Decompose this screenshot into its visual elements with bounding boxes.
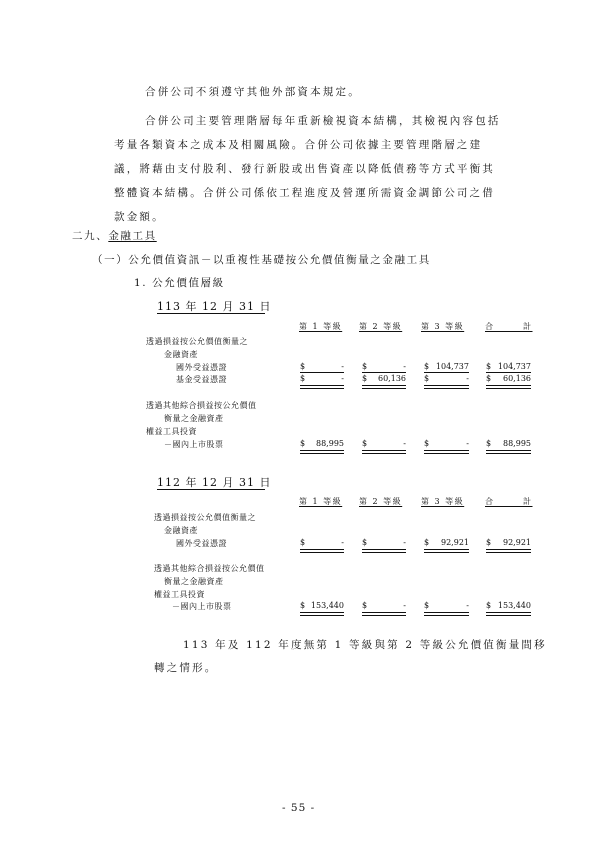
page-number: - 55 - bbox=[282, 802, 316, 814]
table-cell: $ 104,737 bbox=[486, 362, 531, 371]
group-label: 權益工具投資 bbox=[146, 427, 197, 436]
date-underline bbox=[157, 313, 265, 314]
table-cell: $ 104,737 bbox=[424, 362, 469, 371]
paragraph-line: 整體資本結構。合併公司係依工程進度及營運所需資金調節公司之借 bbox=[114, 187, 495, 199]
table-cell: $ - bbox=[362, 439, 406, 450]
date-underline bbox=[157, 489, 265, 490]
table-date: 112 年 12 月 31 日 bbox=[157, 476, 272, 489]
paragraph-line: 考量各類資本之成本及相關風險。合併公司依據主要管理階層之建 bbox=[114, 139, 483, 151]
row-label: －國內上市股票 bbox=[172, 602, 232, 611]
table-cell: $ - bbox=[300, 538, 344, 549]
row-label: －國內上市股票 bbox=[164, 440, 224, 449]
row-label: 國外受益憑證 bbox=[176, 363, 227, 372]
table-cell: $ - bbox=[424, 439, 469, 450]
column-header-level3: 第 3 等級 bbox=[421, 497, 465, 506]
row-label: 國外受益憑證 bbox=[176, 539, 227, 548]
group-label: 透過其他綜合損益按公允價值 bbox=[146, 401, 257, 410]
table-cell: $ 92,921 bbox=[486, 538, 531, 549]
group-label: 透過其他綜合損益按公允價值 bbox=[154, 564, 265, 573]
table-cell: $ 153,440 bbox=[300, 601, 344, 612]
table-cell: $ 60,136 bbox=[362, 374, 406, 385]
column-header-total: 合 計 bbox=[485, 497, 533, 506]
table-cell: $ - bbox=[362, 538, 406, 549]
table-cell: $ 88,995 bbox=[300, 439, 344, 450]
column-header-total: 合 計 bbox=[485, 322, 533, 331]
column-header-level1: 第 1 等級 bbox=[299, 322, 343, 331]
paragraph-line: 轉之情形。 bbox=[154, 662, 218, 674]
column-header-level2: 第 2 等級 bbox=[359, 497, 403, 506]
group-label: 金融資產 bbox=[164, 526, 198, 535]
group-label: 透過損益按公允價值衡量之 bbox=[154, 513, 256, 522]
table-cell: $ 92,921 bbox=[424, 538, 469, 549]
table-date: 113 年 12 月 31 日 bbox=[157, 300, 272, 313]
table-cell: $ 153,440 bbox=[486, 601, 531, 612]
table-cell: $ - bbox=[300, 362, 344, 371]
group-label: 權益工具投資 bbox=[154, 590, 205, 599]
section-heading bbox=[72, 228, 157, 243]
group-label: 透過損益按公允價值衡量之 bbox=[146, 337, 248, 346]
table-cell: $ - bbox=[362, 601, 406, 612]
paragraph-line: 合併公司不須遵守其他外部資本規定。 bbox=[145, 86, 361, 98]
group-label: 金融資產 bbox=[164, 350, 198, 359]
group-label: 衡量之金融資產 bbox=[164, 577, 224, 586]
table-cell: $ 60,136 bbox=[486, 374, 531, 385]
item-heading: 1. 公允價值層級 bbox=[134, 277, 225, 289]
table-cell: $ - bbox=[362, 362, 406, 371]
subsection-heading: （一）公允價值資訊－以重複性基礎按公允價值衡量之金融工具 bbox=[92, 254, 431, 266]
table-cell: $ - bbox=[424, 374, 469, 385]
paragraph-line: 合併公司主要管理階層每年重新檢視資本結構，其檢視內容包括 bbox=[145, 115, 501, 127]
section-number: 二九、 bbox=[72, 230, 109, 242]
column-header-level2: 第 2 等級 bbox=[359, 322, 403, 331]
paragraph-line: 113 年及 112 年度無第 1 等級與第 2 等級公允價值衡量間移 bbox=[183, 639, 547, 651]
group-label: 衡量之金融資產 bbox=[164, 414, 224, 423]
paragraph-line: 款金額。 bbox=[114, 211, 165, 223]
column-header-level1: 第 1 等級 bbox=[299, 497, 343, 506]
column-header-level3: 第 3 等級 bbox=[421, 322, 465, 331]
table-cell: $ 88,995 bbox=[486, 439, 531, 450]
section-title: 金融工具 bbox=[108, 230, 157, 242]
table-cell: $ - bbox=[300, 374, 344, 385]
table-cell: $ - bbox=[424, 601, 469, 612]
paragraph-line: 議，將藉由支付股利、發行新股或出售資產以降低債務等方式平衡其 bbox=[114, 163, 495, 175]
row-label: 基金受益憑證 bbox=[176, 375, 227, 384]
